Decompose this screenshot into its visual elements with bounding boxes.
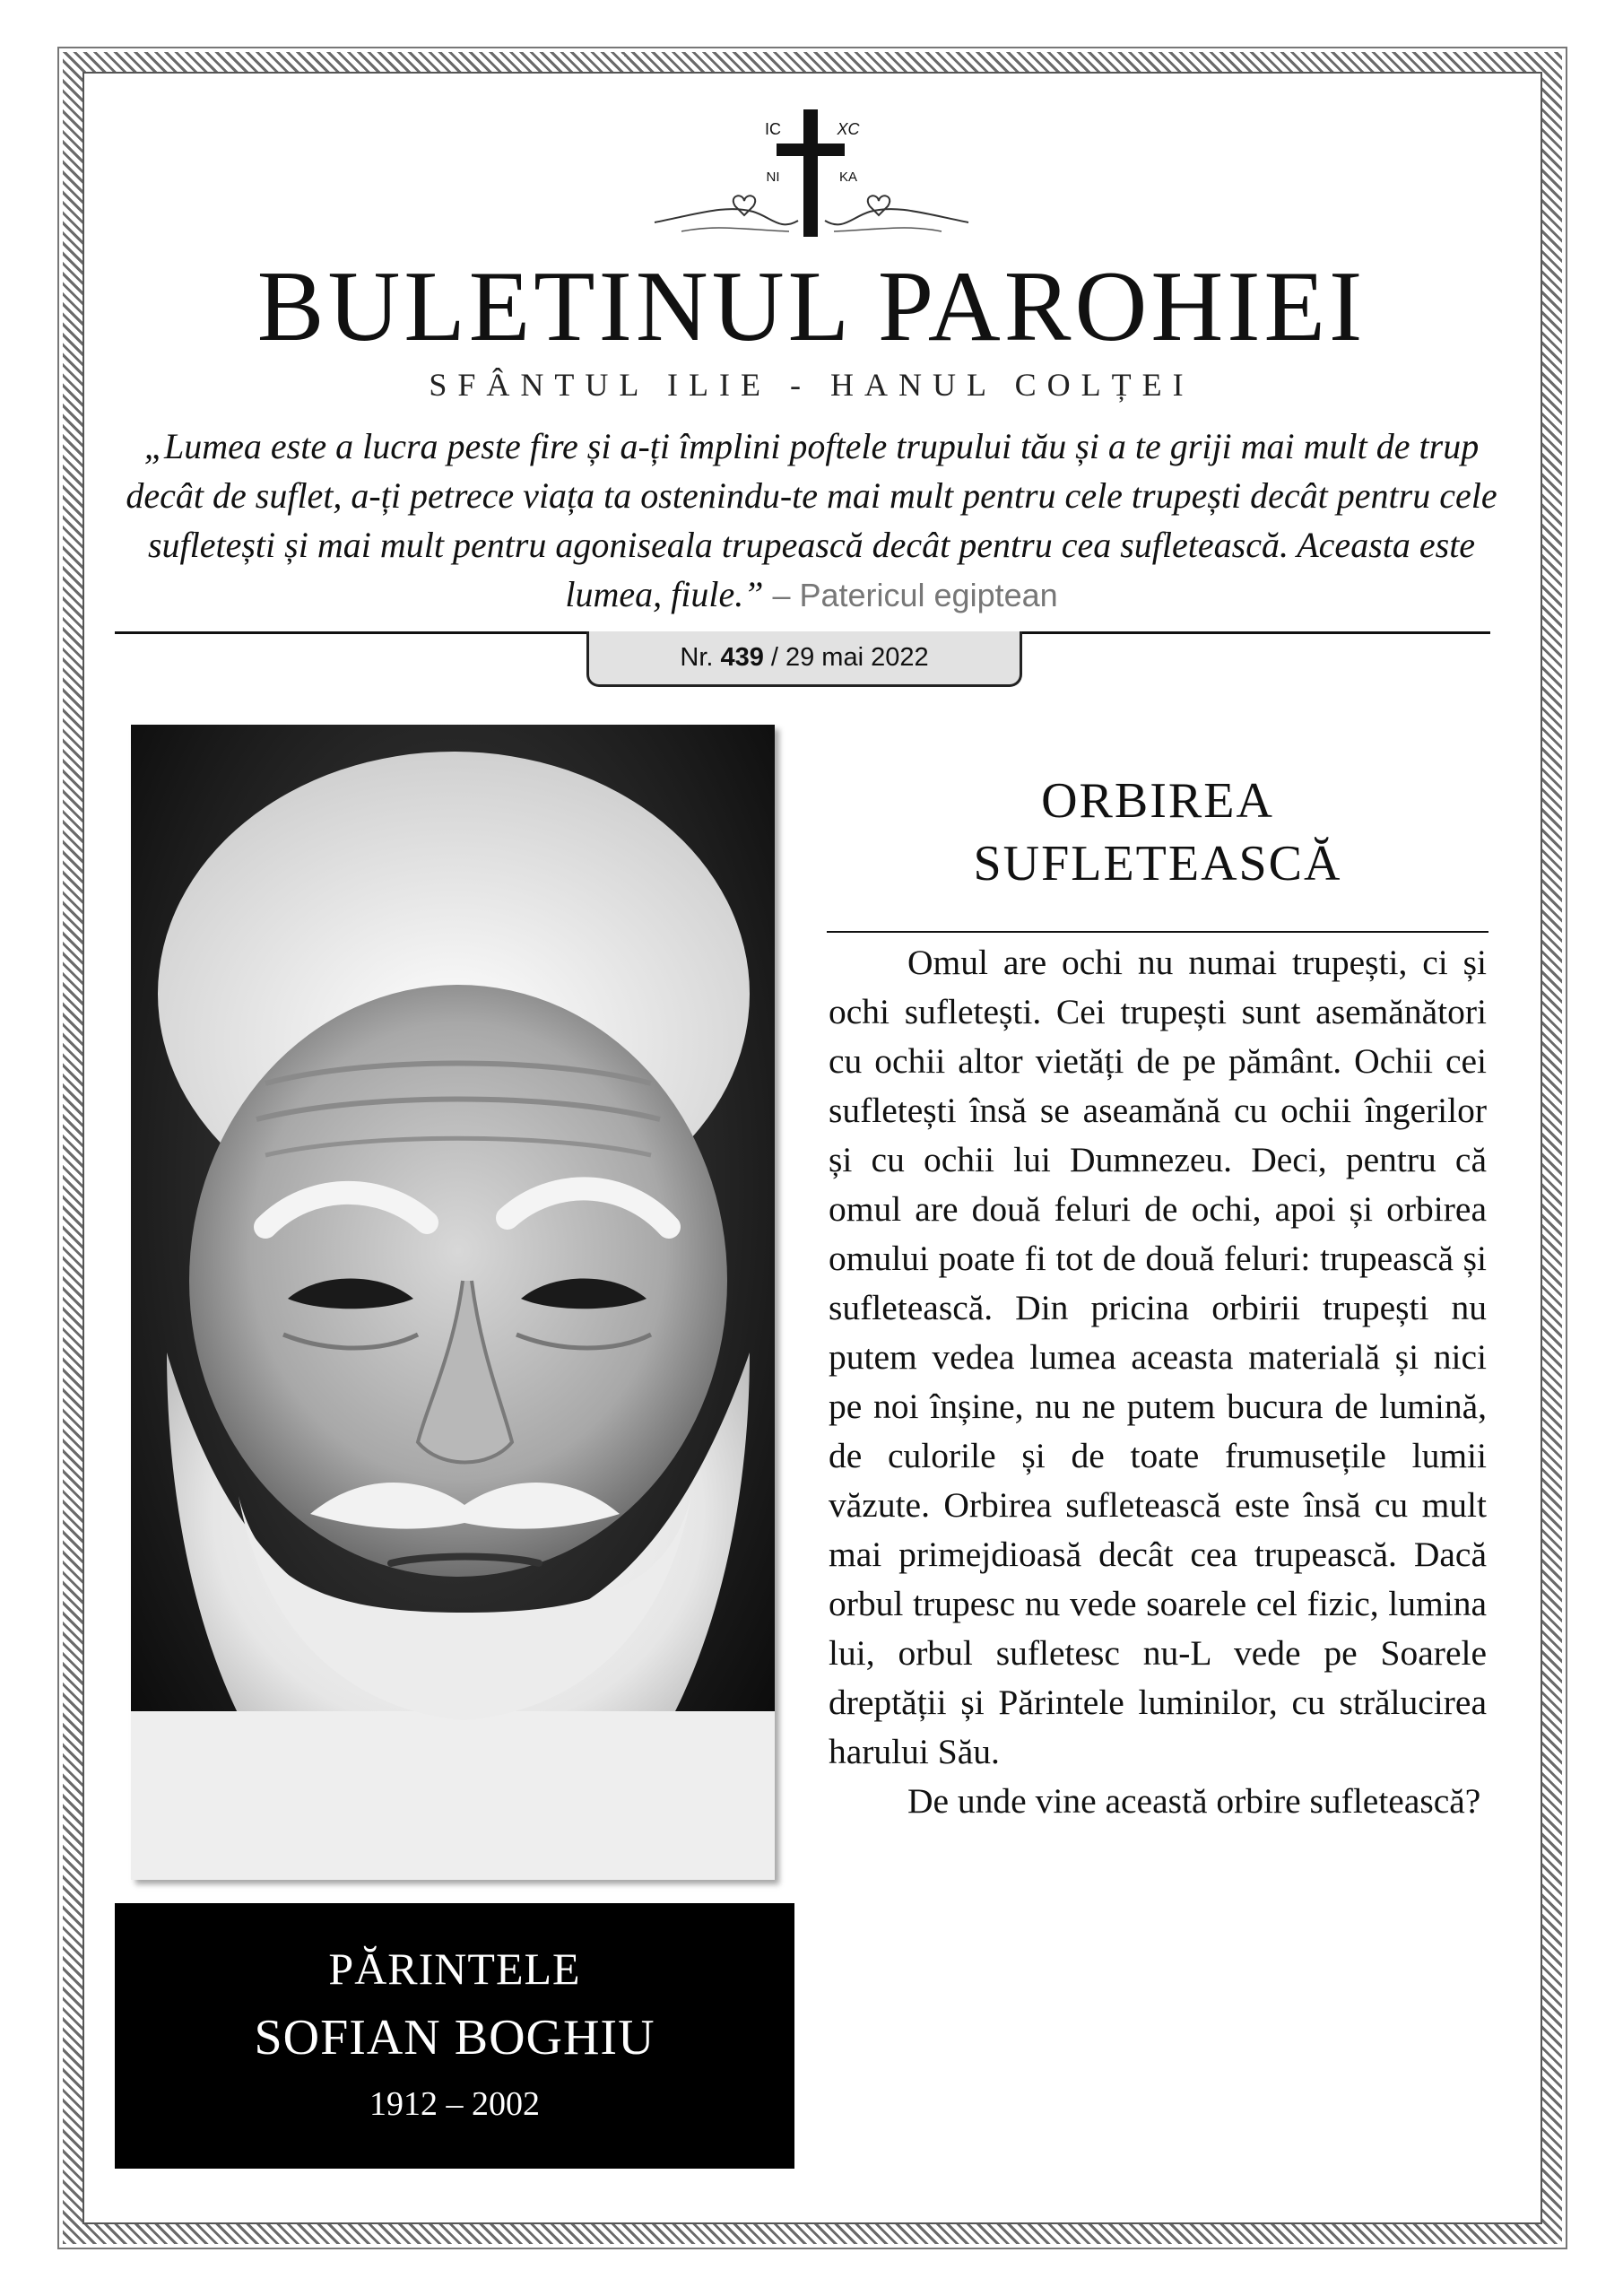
caption-name: SOFIAN BOGHIU bbox=[254, 2010, 655, 2066]
cross-label-xc: XC bbox=[837, 120, 860, 138]
bulletin-title: BULETINUL PAROHIEI bbox=[256, 251, 1367, 362]
article-paragraph: De unde vine această orbire sufletească? bbox=[907, 1781, 1481, 1821]
article-divider bbox=[827, 931, 1488, 933]
article-title-line1: ORBIREA bbox=[1041, 773, 1274, 829]
article-paragraph: Omul are ochi nu numai trupești, ci și ochi sufletești. Cei trupești sunt asemănători cu ochii altor vietăți de pe pământ. Ochii cei sufletești însă se aseamănă cu ochii îngerilor și cu ochii lui Dumnezeu. Deci, pentru că omul are două feluri de ochi, apoi și orbirea omului poate fi tot de două feluri: trupească și sufletească. Din pricina orbirii trupești nu putem vedea lumea aceasta materială și nici pe noi înșine, nu ne putem bucura de lumină, de culorile și de toate frumusețile lumii văzute. Orbirea sufletească este însă cu mult mai primejdioasă decât cea trupească. Dacă orbul trupesc nu vede soarele cel fizic, lumina lui, orbul sufletesc nu-L vede pe Soarele dreptății și Părintele luminilor, cu strălucirea harului Său. bbox=[829, 943, 1487, 1771]
cross-icon bbox=[646, 106, 977, 249]
portrait-photo bbox=[131, 725, 775, 1880]
quote-text: „Lumea este a lucra peste fire și a-ți împlini poftele trupului tău și a te griji mai mult de trup decât de suflet, a-ți petrece viața ta ostenindu-te mai mult pentru cele trupești decât pentru cele sufletești și mai mult pentru agoniseala trupească decât pentru cea sufletească. Aceasta este lumea, fiule.” bbox=[126, 426, 1497, 614]
quote-source: – Patericul egiptean bbox=[763, 577, 1058, 613]
issue-prefix: Nr. bbox=[680, 643, 714, 672]
issue-tab bbox=[586, 631, 1022, 687]
parish-subtitle: SFÂNTUL ILIE - HANUL COLȚEI bbox=[429, 367, 1194, 403]
caption-years: 1912 – 2002 bbox=[369, 2085, 540, 2123]
cross-label-ka: KA bbox=[838, 170, 858, 185]
issue-date: / 29 mai 2022 bbox=[770, 643, 929, 672]
article-title-line2: SUFLETEASCĂ bbox=[973, 836, 1342, 891]
article-title bbox=[827, 770, 1488, 895]
issue-number: 439 bbox=[720, 643, 764, 672]
header-quote bbox=[108, 422, 1515, 620]
cross-label-ic: IC bbox=[765, 120, 781, 138]
portrait-caption bbox=[115, 1903, 794, 2169]
cross-label-ni: NI bbox=[766, 170, 780, 185]
caption-title: PĂRINTELE bbox=[328, 1944, 581, 1994]
article-body bbox=[829, 938, 1487, 1826]
